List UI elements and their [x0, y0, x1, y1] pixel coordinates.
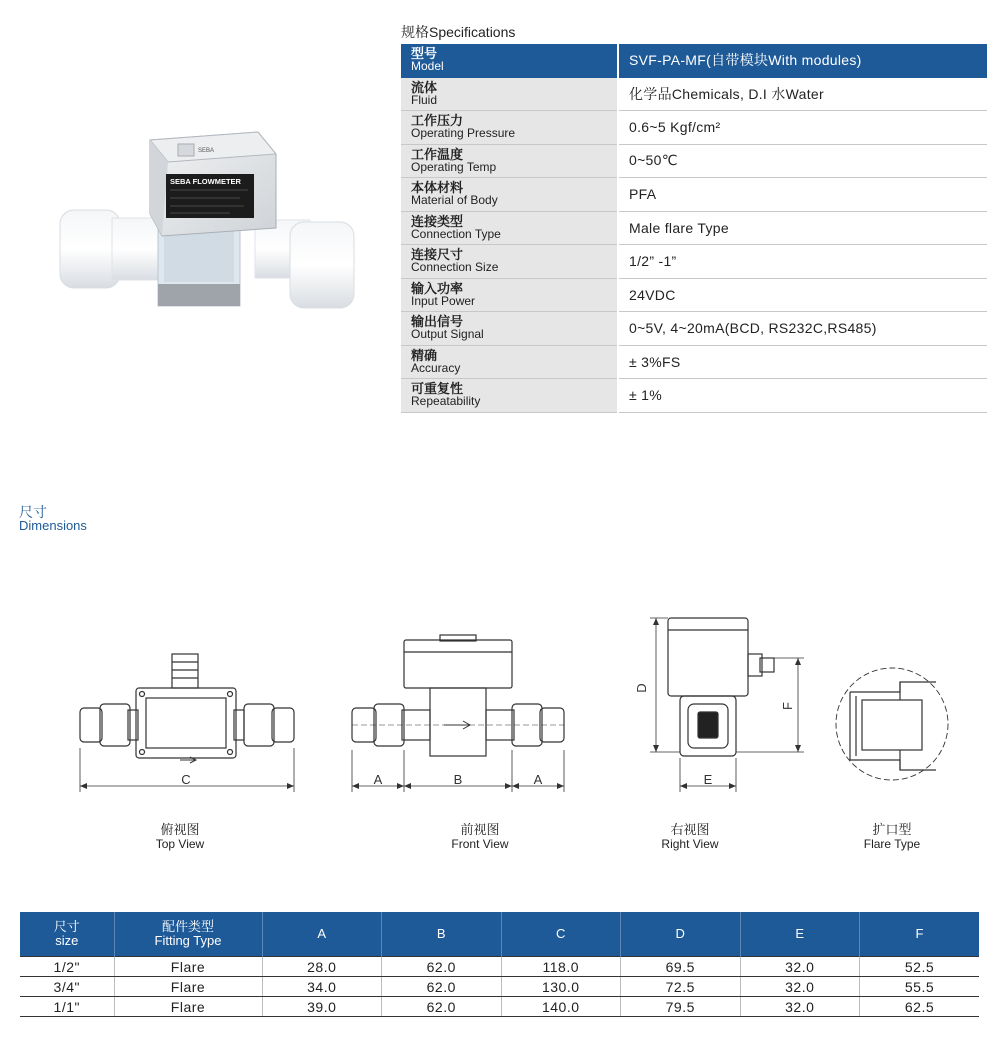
header-en: size	[55, 933, 79, 948]
spec-row-label-en: Fluid	[411, 92, 438, 107]
table-row	[20, 977, 979, 997]
spec-row-label	[401, 144, 618, 178]
spec-header-label-en: Model	[411, 59, 444, 74]
right-view-dim-d: D	[634, 683, 649, 693]
spec-table	[401, 44, 987, 413]
spec-row	[401, 144, 987, 178]
table-cell: 69.5	[621, 957, 741, 977]
front-view-caption	[410, 822, 550, 852]
table-row	[20, 957, 979, 977]
table-cell: 1/1"	[20, 997, 114, 1017]
spec-row-label-en: Output Signal	[411, 327, 484, 342]
dimension-table-header-cell: B	[382, 912, 502, 957]
spec-row-value: 1/2” -1”	[618, 245, 987, 279]
flare-type-caption-cn: 扩口型	[872, 822, 912, 837]
dimension-table-header-cell	[20, 912, 114, 957]
table-cell: 130.0	[501, 977, 621, 997]
table-cell: 79.5	[621, 997, 741, 1017]
spec-row-label-en: Operating Pressure	[411, 126, 516, 141]
dimensions-heading	[19, 505, 87, 533]
spec-header-row	[401, 44, 987, 77]
dimension-table-header	[20, 912, 979, 957]
flare-type-caption-en: Flare Type	[863, 837, 921, 851]
spec-row-label-en: Input Power	[411, 293, 476, 308]
table-cell: 3/4"	[20, 977, 114, 997]
dimension-table-header-cell: C	[501, 912, 621, 957]
spec-row-value: 24VDC	[618, 278, 987, 312]
spec-row-label-en: Repeatability	[411, 394, 481, 409]
table-cell: 34.0	[262, 977, 382, 997]
spec-row-value: 0~50℃	[618, 144, 987, 178]
front-view-caption-en: Front View	[451, 837, 509, 851]
front-view-dim-b: B	[453, 772, 463, 787]
top-view-caption	[110, 822, 250, 852]
spec-row-label-en: Connection Type	[411, 226, 501, 241]
spec-row-label-cn: 可重复性	[411, 381, 464, 397]
spec-row-label-cn: 输出信号	[411, 314, 464, 330]
spec-row-label-cn: 本体材料	[411, 180, 464, 196]
right-view-dim-e: E	[703, 772, 713, 787]
spec-row	[401, 77, 987, 111]
spec-row	[401, 111, 987, 145]
spec-row	[401, 345, 987, 379]
spec-row-label	[401, 345, 618, 379]
spec-header-value: SVF-PA-MF(自带模块With modules)	[618, 44, 987, 77]
spec-row-value: 0.6~5 Kgf/cm²	[618, 111, 987, 145]
spec-row-label-cn: 精确	[411, 347, 438, 363]
flare-type-caption	[822, 822, 962, 852]
spec-row-label-en: Material of Body	[411, 193, 498, 208]
top-view-caption-en: Top View	[155, 837, 205, 851]
spec-row	[401, 278, 987, 312]
table-cell: 32.0	[740, 997, 860, 1017]
spec-row	[401, 245, 987, 279]
spec-row-label-cn: 连接尺寸	[411, 247, 464, 263]
spec-row-label	[401, 111, 618, 145]
table-cell: 118.0	[501, 957, 621, 977]
table-cell: 52.5	[860, 957, 980, 977]
top-view-dim-c: C	[181, 772, 191, 787]
right-view-drawing	[634, 618, 804, 792]
front-view-dim-a-right: A	[533, 772, 543, 787]
spec-header-label	[401, 44, 618, 77]
front-view-drawing	[352, 635, 564, 792]
table-cell: 62.0	[382, 977, 502, 997]
right-view-caption-cn: 右视图	[670, 822, 710, 837]
table-row	[20, 997, 979, 1017]
spec-row-label-cn: 工作温度	[411, 146, 464, 162]
lid-brand: SEBA	[198, 148, 215, 154]
spec-row-label	[401, 211, 618, 245]
dimensions-heading-cn: 尺寸	[19, 504, 47, 520]
product-photo	[40, 118, 360, 328]
spec-row-label-en: Accuracy	[411, 360, 461, 375]
spec-row-label-cn: 输入功率	[411, 280, 464, 296]
dimension-table-header-cell: A	[262, 912, 382, 957]
top-view-drawing	[80, 654, 294, 792]
table-cell: 1/2"	[20, 957, 114, 977]
table-cell: 32.0	[740, 957, 860, 977]
table-cell: 140.0	[501, 997, 621, 1017]
spec-row-label-en: Connection Size	[411, 260, 499, 275]
spec-row-value: ± 1%	[618, 379, 987, 413]
front-view-caption-cn: 前视图	[460, 822, 500, 837]
spec-row-label-cn: 连接类型	[411, 213, 464, 229]
table-cell: Flare	[114, 977, 262, 997]
table-cell: 62.0	[382, 957, 502, 977]
right-view-caption-en: Right View	[661, 837, 719, 851]
dimension-drawings	[0, 600, 1000, 810]
dimensions-heading-en: Dimensions	[19, 518, 87, 533]
table-cell: Flare	[114, 997, 262, 1017]
spec-row	[401, 312, 987, 346]
table-cell: 62.0	[382, 997, 502, 1017]
dimension-table-header-cell: F	[860, 912, 980, 957]
header-en: Fitting Type	[154, 933, 222, 948]
spec-row-label	[401, 312, 618, 346]
spec-row-label-cn: 工作压力	[411, 113, 464, 129]
right-view-caption	[620, 822, 760, 852]
table-cell: Flare	[114, 957, 262, 977]
header-cn: 尺寸	[53, 919, 80, 934]
spec-row-label-en: Operating Temp	[411, 159, 497, 174]
spec-row-value: PFA	[618, 178, 987, 212]
dimension-table-header-cell	[114, 912, 262, 957]
dimension-table-header-cell: D	[621, 912, 741, 957]
spec-header-label-cn: 型号	[411, 46, 438, 62]
spec-row-label	[401, 178, 618, 212]
table-cell: 55.5	[860, 977, 980, 997]
spec-row	[401, 178, 987, 212]
right-view-dim-f: F	[780, 702, 795, 710]
header-cn: 配件类型	[161, 919, 214, 934]
table-cell: 32.0	[740, 977, 860, 997]
spec-row-label	[401, 77, 618, 111]
spec-title: 规格Specifications	[401, 24, 516, 40]
spec-row-value: ± 3%FS	[618, 345, 987, 379]
spec-row-label	[401, 245, 618, 279]
spec-row-value: Male flare Type	[618, 211, 987, 245]
flare-detail-drawing	[836, 668, 948, 780]
front-view-dim-a-left: A	[373, 772, 383, 787]
dimension-table-header-cell: E	[740, 912, 860, 957]
spec-row	[401, 211, 987, 245]
spec-row-value: 0~5V, 4~20mA(BCD, RS232C,RS485)	[618, 312, 987, 346]
spec-row	[401, 379, 987, 413]
dimension-table	[20, 912, 979, 1017]
label-plate-title: SEBA FLOWMETER	[170, 177, 241, 186]
spec-row-label	[401, 379, 618, 413]
spec-row-value: 化学品Chemicals, D.I 水Water	[618, 77, 987, 111]
table-cell: 62.5	[860, 997, 980, 1017]
spec-row-label-cn: 流体	[411, 79, 438, 95]
table-cell: 72.5	[621, 977, 741, 997]
spec-row-label	[401, 278, 618, 312]
table-cell: 39.0	[262, 997, 382, 1017]
table-cell: 28.0	[262, 957, 382, 977]
top-view-caption-cn: 俯视图	[160, 822, 200, 837]
